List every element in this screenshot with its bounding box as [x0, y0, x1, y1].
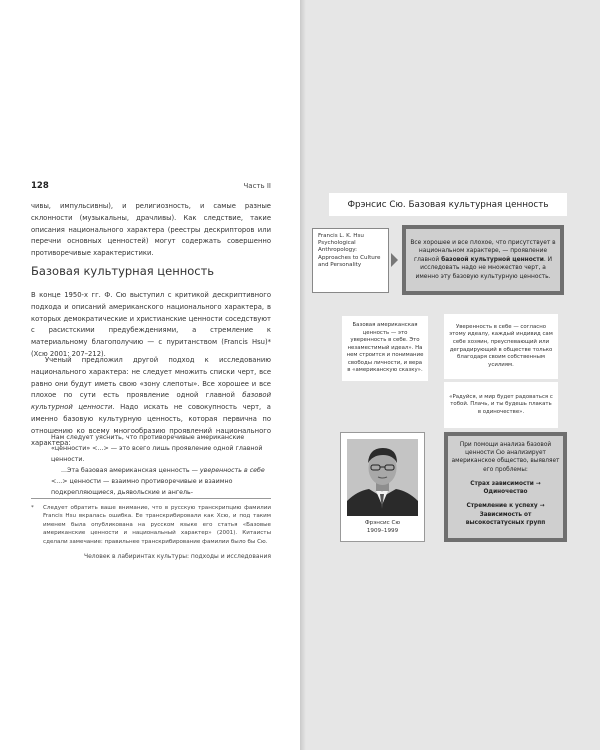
self-reliance-box: Уверенность в себе — согласно этому идеалу, каждый индивид сам себе хозяин, преуспевающий или деградирующий в обществе только благодаря своим собственным усилиям.: [444, 314, 558, 379]
main-idea-end: . И исследовать надо не множество черт, а именно эту базовую культурную ценность.: [415, 256, 552, 280]
gutter-shadow: [300, 0, 306, 750]
portrait-illustration: [347, 439, 418, 516]
quote-2-end: <...> ценности — взаимно противоречивые и взаимно подкрепляющиеся, дьявольские и ангель-: [51, 478, 233, 496]
american-value-box: Базовая американская ценность — это уверенность в себе. Это незаместимый идеал». На нем строится и понимание свободы личности, и вера в «американскую сказку».: [342, 316, 428, 381]
quote-line-1: Нам следует уяснить, что противоречивые американские «ценности» <...> — это всего лишь проявление одной главной ценности.: [51, 434, 263, 463]
portrait-photo: [347, 439, 418, 516]
footnote-mark: *: [31, 505, 34, 511]
book-reference-box: Francis L. K. Hsu Psychological Anthropology: Approaches to Culture and Personality: [312, 228, 389, 293]
quote-line-2: [51, 465, 271, 498]
problems-box: [444, 432, 567, 542]
quote-2-start: ...Эта базовая американская ценность —: [61, 467, 200, 474]
main-idea-start: Все хорошее и все плохое, что присутствует в национальном характере, — проявление главной: [410, 239, 556, 263]
footnote-text: Следует обратить ваше внимание, что в русскую транскрипцию фамилии Francis Hsu вкралась ошибка. Ее транскрибировали как Хсю, и под таким именем была опубликована на русском языке его статья «Базовые американские ценности и национальный характер» (2001). Китаисты сделали замечание: правильнее транскрибирование фамилии было бы Сю.: [43, 505, 271, 545]
portrait-name: Фрэнсис Сю: [364, 520, 401, 526]
quote-2-italic: уверенность в себе: [199, 467, 265, 474]
paragraph-1: чивы, импульсивны), и религиозность, и самые разные склонности (музыкальны, драчливы). Как следствие, такие описания национального характера (реестры дескрипторов или перечни основных ценностей) могут содержать совершенно противоречивые характеристики.: [31, 202, 271, 258]
running-foot: Человек в лабиринтах культуры: подходы и исследования: [83, 553, 271, 560]
section-heading: Базовая культурная ценность: [31, 264, 215, 278]
paragraph-2: В конце 1950-х гг. Ф. Сю выступил с критикой дескриптивного подхода и описаний американского национального характера, в которых демократические и христианские ценности соседствуют с расистскими предубеждениями, а стремление к материальному благополучию — с пуританством (Francis Hsu)* (Хсю 2001: 207–212).: [31, 291, 271, 358]
block-quote: [51, 432, 271, 498]
quote-box: «Радуйся, и мир будет радоваться с тобой. Плачь, и ты будешь плакать в одиночестве».: [444, 382, 558, 428]
main-idea-inner: [406, 229, 560, 291]
page-number: 128: [31, 181, 49, 191]
arrow-right-icon: [391, 253, 398, 267]
footnote-divider: [31, 498, 271, 499]
problems-inner: [448, 436, 563, 538]
portrait-caption: [341, 519, 424, 535]
footnote: [31, 504, 271, 546]
portrait-years: 1909–1999: [366, 528, 399, 535]
main-idea-bold: базовой культурной ценности: [441, 256, 544, 263]
infographic-title: Фрэнсис Сю. Базовая культурная ценность: [347, 199, 549, 210]
infographic-title-box: [329, 193, 567, 216]
problems-intro: При помощи анализа базовой ценности Сю анализирует американское общество, выявляет его проблемы:: [451, 441, 560, 473]
problem-line-2: Стремление к успеху → Зависимость от высокостатусных групп: [465, 503, 546, 527]
running-head: [31, 181, 271, 193]
paragraph-3-italic: базовой культурной ценности: [31, 391, 271, 412]
main-idea-box: [402, 225, 564, 295]
paragraph-3-end: . Надо искать не совокупность черт, а именно базовую культурную ценность, которая первична по отношению ко всему многообразию проявлений национального характера:: [31, 403, 271, 447]
main-idea-text: [409, 239, 557, 281]
part-label: Часть II: [243, 182, 271, 190]
paragraph-3-start: Ученый предложил другой подход к исследованию национального характера: не следует множить списки черт, все равно они будут иметь свою «зону слепоты». Все хорошее и все плохое по сути есть проявление одной главной: [31, 356, 271, 400]
problem-line-1: Страх зависимости → Одиночество: [470, 480, 541, 496]
portrait-card: [340, 432, 425, 542]
